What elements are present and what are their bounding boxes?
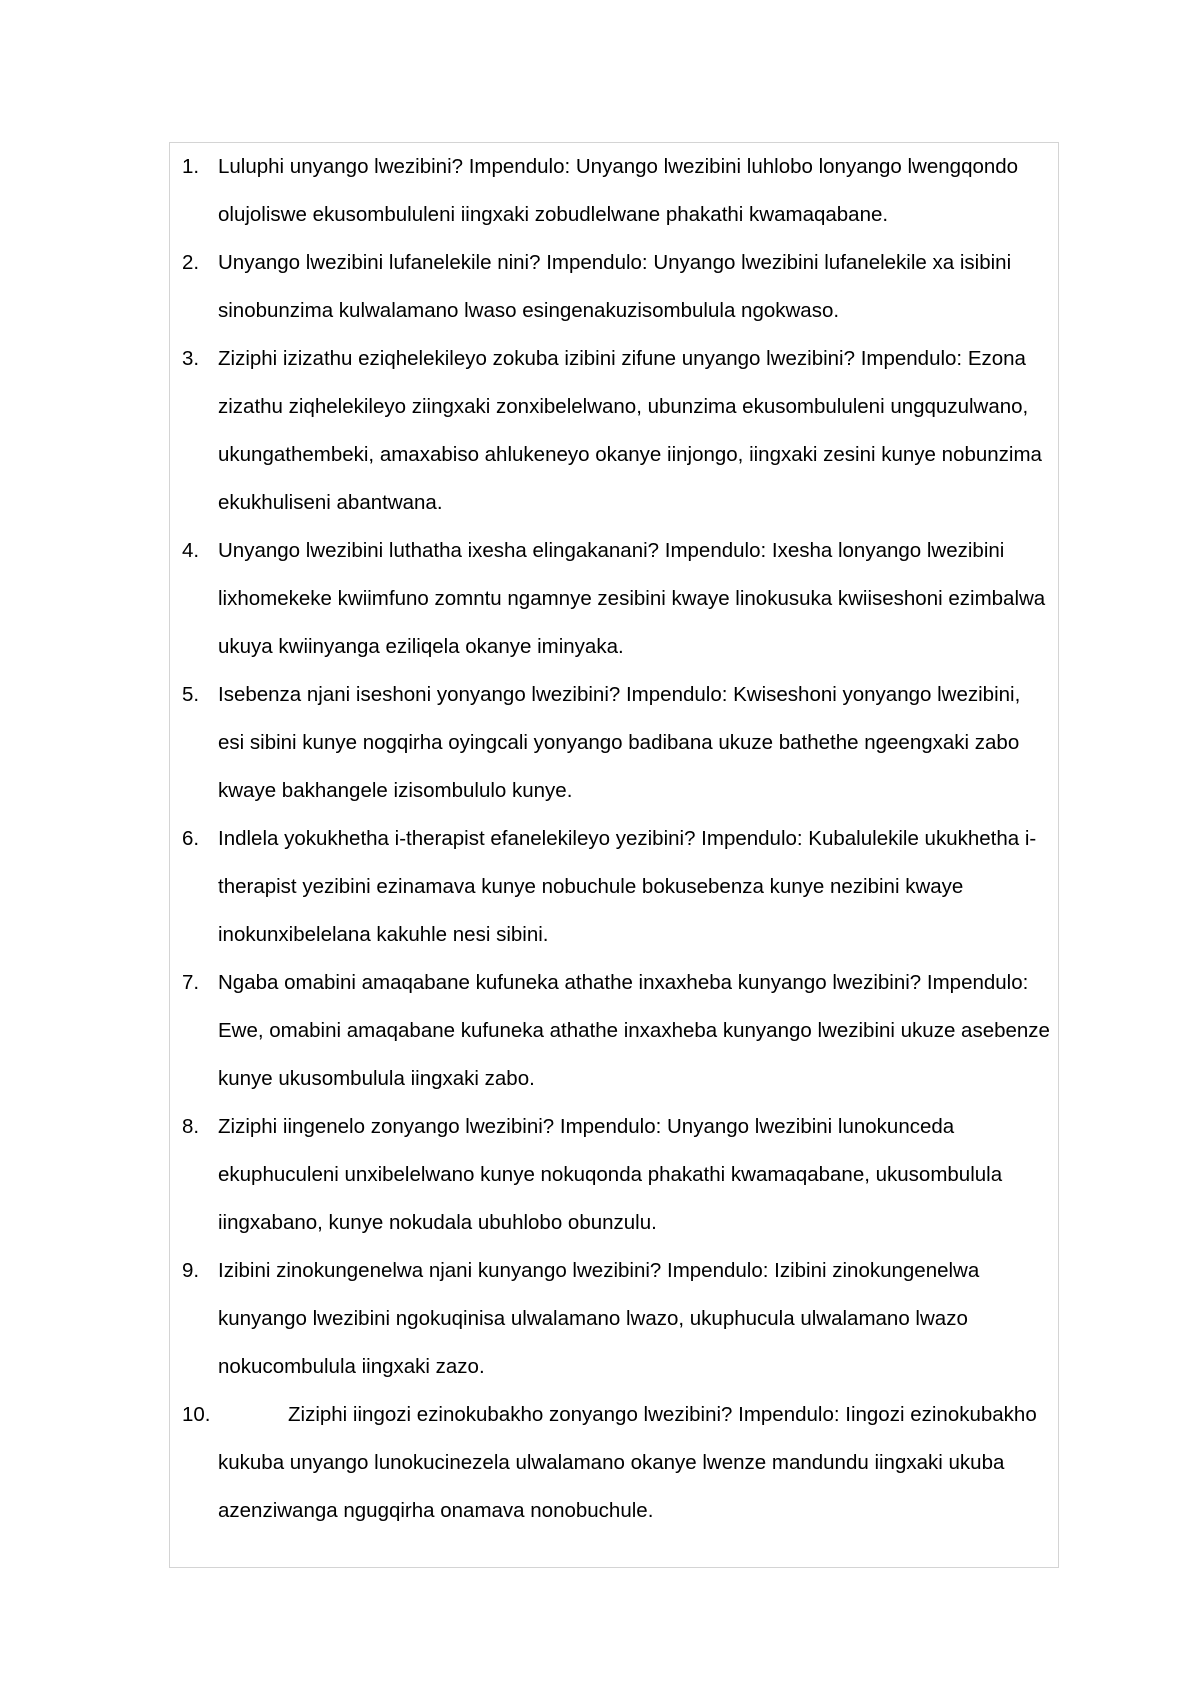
list-item <box>170 1391 1058 1535</box>
list-text: Isebenza njani iseshoni yonyango lwezibini? Impendulo: Kwiseshoni yonyango lwezibini, esi sibini kunye nogqirha oyingcali yonyango badibana ukuze bathethe ngeengxaki zabo kwaye bakhangele izisombululo kunye. <box>218 683 1021 802</box>
list-item <box>170 671 1058 815</box>
list-item <box>170 143 1058 239</box>
list-item <box>170 1103 1058 1247</box>
list-number: 4. <box>182 539 200 562</box>
list-text: Unyango lwezibini lufanelekile nini? Impendulo: Unyango lwezibini lufanelekile xa isibini sinobunzima kulwalamano lwaso esingenakuzisombulula ngokwaso. <box>218 251 1012 322</box>
list-text: Ngaba omabini amaqabane kufuneka athathe inxaxheba kunyango lwezibini? Impendulo: Ewe, omabini amaqabane kufuneka athathe inxaxheba kunyango lwezibini ukuze asebenze kunye ukusombulula iingxaki zabo. <box>218 971 1050 1090</box>
list-item <box>170 1247 1058 1391</box>
list-number: 5. <box>182 683 200 706</box>
list-number: 3. <box>182 347 200 370</box>
list-text: Indlela yokukhetha i-therapist efanelekileyo yezibini? Impendulo: Kubalulekile ukukhetha i-therapist yezibini ezinamava kunye nobuchule bokusebenza kunye nezibini kwaye inokunxibelelana kakuhle nesi sibini. <box>218 827 1037 946</box>
list-text: Ziziphi izizathu eziqhelekileyo zokuba izibini zifune unyango lwezibini? Impendulo: Ezona zizathu ziqhelekileyo ziingxaki zonxibelelwano, ubunzima ekusombululeni ungquzulwano, ukungathembeki, amaxabiso ahlukeneyo okanye iinjongo, iingxaki zesini kunye nobunzima ekukhuliseni abantwana. <box>218 347 1042 514</box>
list-item <box>170 815 1058 959</box>
list-item <box>170 239 1058 335</box>
qa-list <box>170 143 1058 1535</box>
list-number: 1. <box>182 155 200 178</box>
list-text: Unyango lwezibini luthatha ixesha elingakanani? Impendulo: Ixesha lonyango lwezibini lixhomekeke kwiimfuno zomntu ngamnye zesibini kwaye linokusuka kwiiseshoni ezimbalwa ukuya kwiinyanga eziliqela okanye iminyaka. <box>218 539 1046 658</box>
list-number: 6. <box>182 827 200 850</box>
list-number: 7. <box>182 971 200 994</box>
list-item <box>170 959 1058 1103</box>
list-text: Izibini zinokungenelwa njani kunyango lwezibini? Impendulo: Izibini zinokungenelwa kunyango lwezibini ngokuqinisa ulwalamano lwazo, ukuphucula ulwalamano lwazo nokucombulula iingxaki zazo. <box>218 1259 980 1378</box>
list-text-content: Ziziphi iingozi ezinokubakho zonyango lwezibini? Impendulo: Iingozi ezinokubakho kukuba unyango lunokucinezela ulwalamano okanye lwenze mandundu iingxaki ukuba azenziwanga ngugqirha onamava nonobuchule. <box>218 1403 1037 1522</box>
list-item <box>170 527 1058 671</box>
qa-table-cell <box>169 142 1059 1568</box>
list-number: 10. <box>182 1403 211 1426</box>
list-item <box>170 335 1058 527</box>
list-text: Ziziphi iingenelo zonyango lwezibini? Impendulo: Unyango lwezibini lunokunceda ekuphuculeni unxibelelwano kunye nokuqonda phakathi kwamaqabane, ukusombulula iingxabano, kunye nokudala ubuhlobo obunzulu. <box>218 1115 1003 1234</box>
list-number: 2. <box>182 251 200 274</box>
list-number: 8. <box>182 1115 200 1138</box>
list-text: Luluphi unyango lwezibini? Impendulo: Unyango lwezibini luhlobo lonyango lwengqondo olujoliswe ekusombululeni iingxaki zobudlelwane phakathi kwamaqabane. <box>218 155 1019 226</box>
list-number: 9. <box>182 1259 200 1282</box>
list-text <box>218 1391 1052 1535</box>
